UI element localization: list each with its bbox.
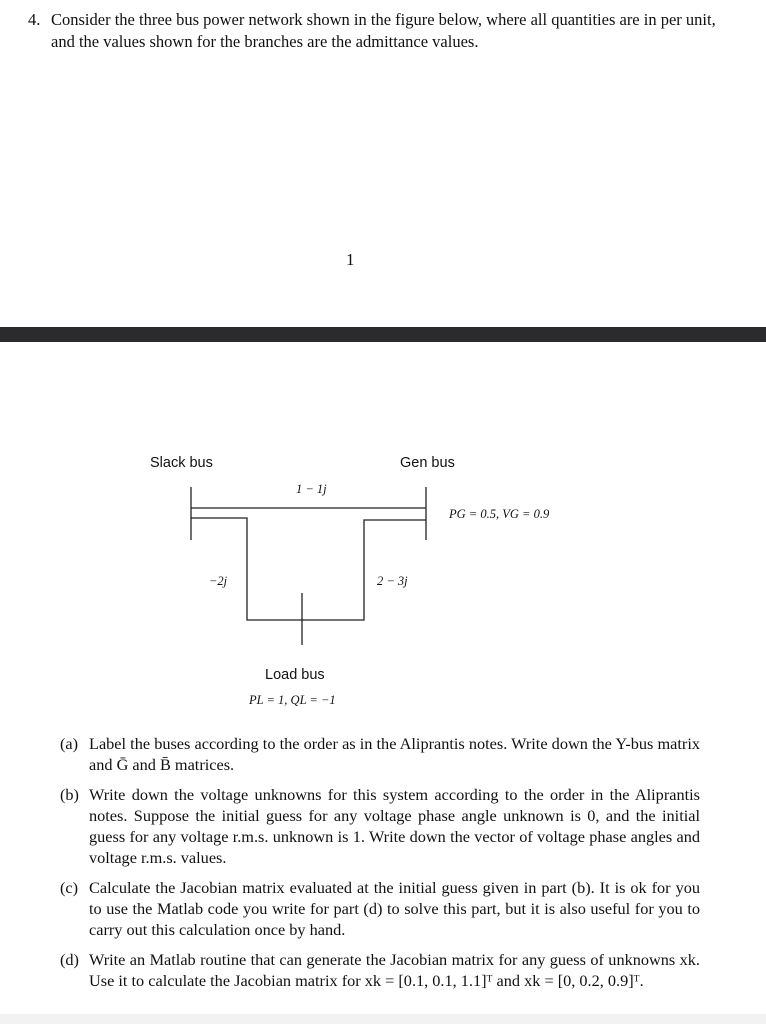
branch-slack-gen-admittance: 1 − 1j <box>296 482 327 496</box>
part-b-text: Write down the voltage unknowns for this system according to the order in the Aliprantis notes. Suppose the initial guess for any voltage phase angle unknown is 0, and the initial guess for any voltage r.m.s. unknown is 1. Write down the vector of voltage phase angles and voltage r.m.s. values. <box>89 784 700 868</box>
question-text: Consider the three bus power network shown in the figure below, where all quantities are in per unit, and the values shown for the branches are the admittance values. <box>51 10 716 51</box>
part-b-tag: (b) <box>60 784 79 804</box>
part-a-tag: (a) <box>60 734 79 753</box>
part-b <box>60 784 700 869</box>
slack-bus-label: Slack bus <box>150 455 213 471</box>
branch-gen-load-line <box>302 520 426 620</box>
gen-bus-spec: PG = 0.5, VG = 0.9 <box>449 507 550 521</box>
load-bus-label: Load bus <box>265 667 325 683</box>
part-c-text: Calculate the Jacobian matrix evaluated at the initial guess given in part (b). It is ok for you to use the Matlab code you write for part (d) to solve this part, but it is also useful for you to carry out this calculation once by hand. <box>89 877 700 940</box>
part-a-text: Label the buses according to the order as in the Aliprantis notes. Write down the Y-bus matrix and Ḡ and B̄ matrices. <box>89 734 700 775</box>
branch-slack-load-line <box>191 518 302 620</box>
gen-bus-label: Gen bus <box>400 455 455 471</box>
part-d-text: Write an Matlab routine that can generate the Jacobian matrix for any guess of unknowns xk. Use it to calculate the Jacobian matrix for xk = [0.1, 0.1, 1.1]ᵀ and xk = [0, 0.2, 0.9]ᵀ. <box>89 949 700 990</box>
question-number: 4. <box>28 10 41 29</box>
part-d-tag: (d) <box>60 949 79 969</box>
question-parts <box>60 733 700 999</box>
part-c-tag: (c) <box>60 877 79 897</box>
part-d <box>60 949 700 992</box>
page-number: 1 <box>346 250 355 269</box>
branch-slack-load-admittance: −2j <box>209 574 228 588</box>
branch-gen-load-admittance: 2 − 3j <box>377 574 408 588</box>
load-bus-spec: PL = 1, QL = −1 <box>249 693 336 707</box>
part-a <box>60 733 700 776</box>
part-c <box>60 877 700 941</box>
bottom-edge-fade <box>0 1014 766 1024</box>
